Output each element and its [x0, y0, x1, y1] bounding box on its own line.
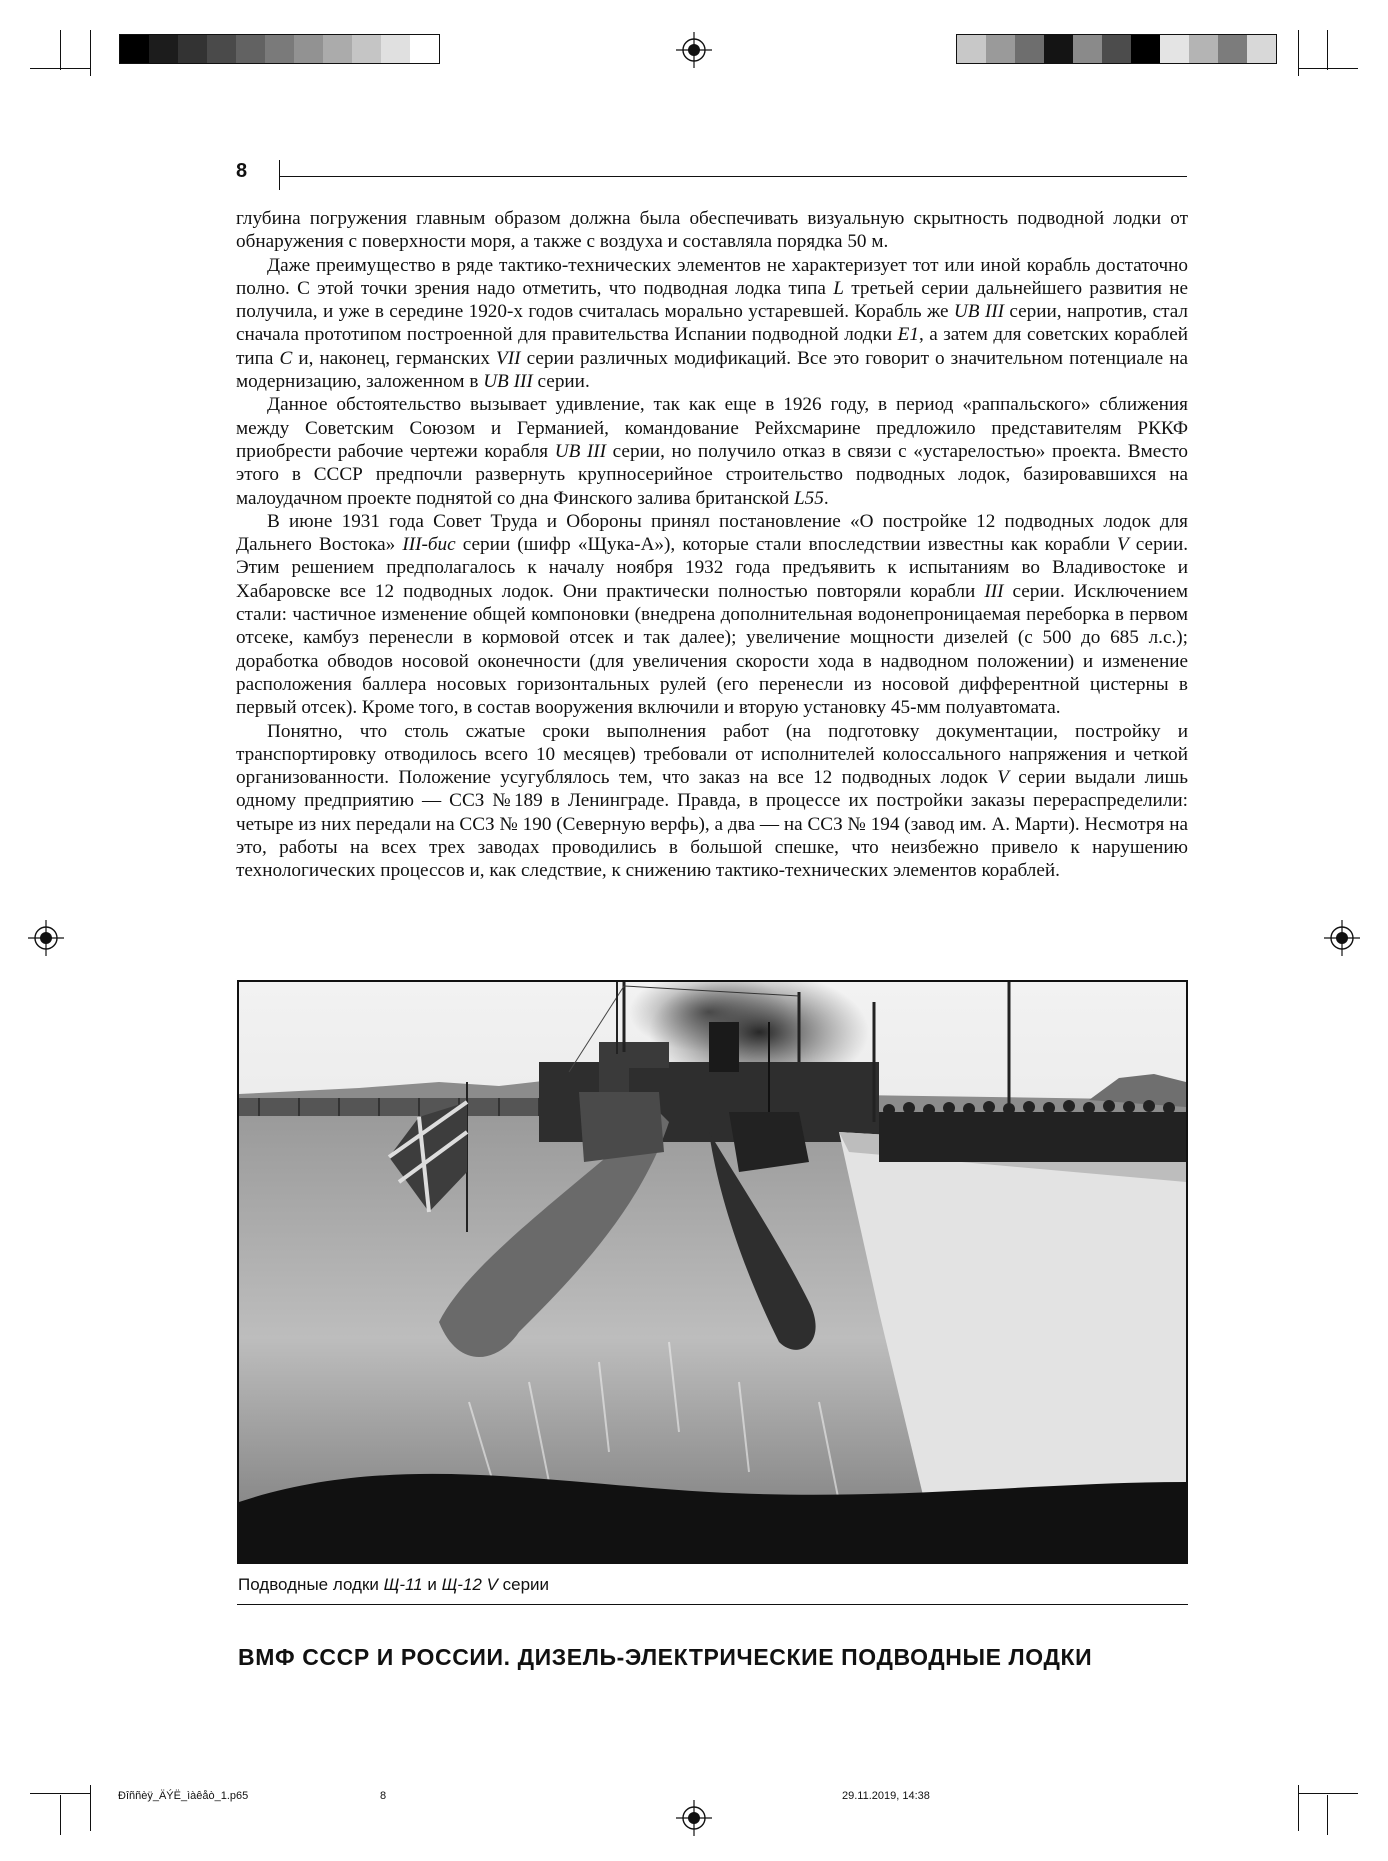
color-swatch: [1131, 35, 1160, 63]
color-swatch: [265, 35, 294, 63]
submarines-photo: [237, 980, 1188, 1564]
registration-mark-icon: [1324, 920, 1360, 956]
crop-mark: [60, 30, 61, 70]
paragraph: Даже преимущество в ряде тактико-технических элементов не характеризует тот или иной корабль достаточно полно. С этой точки зрения надо отметить, что подводная лодка типа L третьей серии дальнейшего развития не получила, и уже в середине 1920-х годов считалась морально устаревшей. Корабль же UB III серии, напротив, стал сначала прототипом построенной для правительства Испании подводной лодки E1, а затем для советских кораблей типа С и, наконец, германских VII серии различных модификаций. Все это говорит о значительном потенциале на модернизацию, заложенном в UB III серии.: [236, 254, 1189, 393]
color-swatch: [120, 35, 149, 63]
color-swatch: [1247, 35, 1276, 63]
crop-mark: [30, 1793, 90, 1794]
crop-mark: [90, 1785, 91, 1831]
color-swatch: [1160, 35, 1189, 63]
page-number: 8: [236, 160, 248, 182]
color-swatch: [149, 35, 178, 63]
paragraph: Понятно, что столь сжатые сроки выполнения работ (на подготовку документации, постройку и транспортировку отводилось всего 10 месяцев) требовали от исполнителей колоссального напряжения и четкой организованности. Положение усугублялось тем, что заказ на все 12 подводных лодок V серии выдали лишь одному предприятию — ССЗ №189 в Ленинграде. Правда, в процессе их постройки заказы перераспределили: четыре из них передали на ССЗ № 190 (Северную верфь), а два — на ССЗ № 194 (завод им. А. Марти). Несмотря на это, работы на всех трех заводах проводились в большой спешке, что неизбежно привело к нарушению технологических процессов и, как следствие, к снижению тактико-технических элементов кораблей.: [236, 720, 1188, 882]
color-swatch: [410, 35, 439, 63]
header-divider: [279, 160, 280, 190]
color-swatch: [1044, 35, 1073, 63]
color-swatch: [352, 35, 381, 63]
registration-mark-icon: [676, 1800, 712, 1836]
slug-date: 29.11.2019, 14:38: [842, 1790, 930, 1802]
slug-page-number: 8: [380, 1790, 387, 1802]
color-swatch: [294, 35, 323, 63]
photo-illustration: [239, 982, 1186, 1562]
color-swatch: [986, 35, 1015, 63]
paragraph: Данное обстоятельство вызывает удивление, так как еще в 1926 году, в период «раппальского» сближения между Советским Союзом и Германией, командование Рейхсмарине предложило представителям РККФ приобрести рабочие чертежи корабля UB III серии, но получило отказ в связи с «устарелостью» проекта. Вместо этого в СССР предпочли развернуть крупносерийное строительство подводных лодок, базировавшихся на малоудачном проекте поднятой со дна Финского залива британской L55.: [236, 394, 1188, 509]
color-swatch: [236, 35, 265, 63]
caption-rule: [237, 1604, 1188, 1605]
crop-mark: [1327, 30, 1328, 70]
body-text: [236, 207, 1188, 883]
color-bar-left: [119, 34, 440, 64]
registration-mark-icon: [28, 920, 64, 956]
color-swatch: [1189, 35, 1218, 63]
figure-caption: Подводные лодки Щ-11 и Щ-12 V серии: [238, 1575, 550, 1594]
color-swatch: [1102, 35, 1131, 63]
registration-mark-icon: [676, 32, 712, 68]
color-swatch: [207, 35, 236, 63]
header-rule: [279, 176, 1187, 177]
color-swatch: [1218, 35, 1247, 63]
series-title: ВМФ СССР И РОССИИ. ДИЗЕЛЬ-ЭЛЕКТРИЧЕСКИЕ ПОДВОДНЫЕ ЛОДКИ: [238, 1644, 1093, 1670]
color-swatch: [178, 35, 207, 63]
crop-mark: [1298, 1785, 1299, 1831]
slug-filename: Ðîññèÿ_ÄÝË_ìàêåò_1.p65: [118, 1790, 249, 1802]
color-swatch: [1073, 35, 1102, 63]
paragraph: глубина погружения главным образом должна была обеспечивать визуальную скрытность подводной лодки от обнаружения с поверхности моря, а также с воздуха и составляла порядка 50 м.: [236, 208, 1188, 253]
color-swatch: [381, 35, 410, 63]
color-bar-right: [956, 34, 1277, 64]
crop-mark: [1298, 30, 1299, 76]
color-swatch: [957, 35, 986, 63]
crop-mark: [90, 30, 91, 76]
color-swatch: [1015, 35, 1044, 63]
crop-mark: [1327, 1795, 1328, 1835]
color-swatch: [323, 35, 352, 63]
crop-mark: [1298, 1793, 1358, 1794]
paragraph: В июне 1931 года Совет Труда и Обороны принял постановление «О постройке 12 подводных лодок для Дальнего Востока» III-бис серии (шифр «Щука-А»), которые стали впоследствии известны как корабли V серии. Этим решением предполагалось к началу ноября 1932 года предъявить к испытаниям во Владивостоке и Хабаровске все 12 подводных лодок. Они практически полностью повторяли корабли III серии. Исключением стали: частичное изменение общей компоновки (внедрена дополнительная водонепроницаемая переборка в первом отсеке, камбуз перенесли в кормовой отсек и так далее); увеличение мощности дизелей (с 500 до 685 л.с.); доработка обводов носовой оконечности (для увеличения скорости хода в надводном положении) и изменение расположения баллера носовых горизонтальных рулей (его перенесли из носовой дифферентной цистерны в первый отсек). Кроме того, в состав вооружения включили и вторую установку 45-мм полуавтомата.: [236, 510, 1189, 719]
crop-mark: [60, 1795, 61, 1835]
crop-mark: [1298, 68, 1358, 69]
